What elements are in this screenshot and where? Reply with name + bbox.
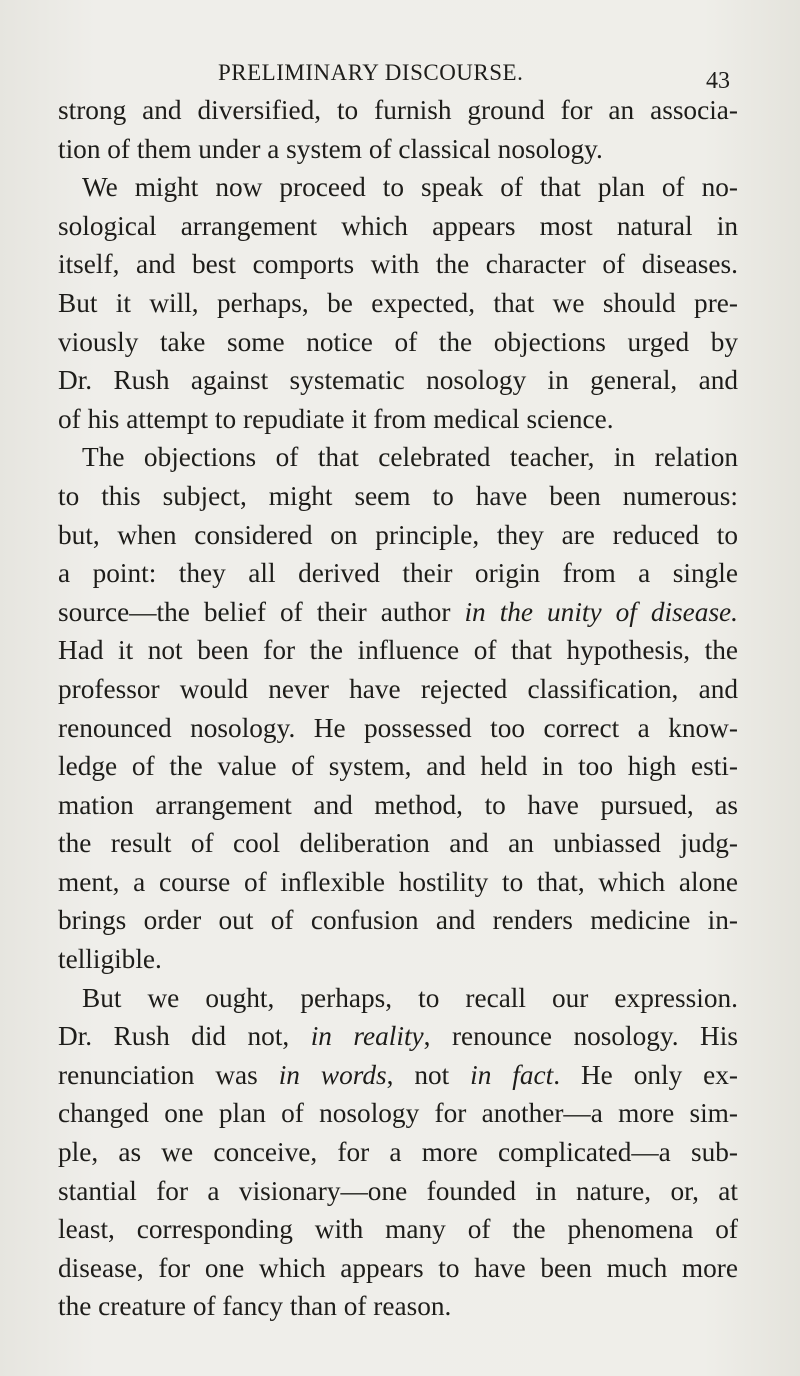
text-run: ple, as we conceive, for a more complicated—a sub-: [58, 1137, 738, 1168]
text-line: [58, 207, 738, 246]
text-run: ledge of the value of system, and held in too high esti-: [58, 751, 738, 782]
text-run: sological arrangement which appears most natural in: [58, 210, 738, 241]
text-line: [58, 400, 738, 439]
text-line: [58, 1249, 738, 1288]
text-run: telligible.: [58, 944, 162, 975]
text-run: of his attempt to repudiate it from medical science.: [58, 403, 614, 434]
text-line: [58, 786, 738, 825]
text-line: [58, 1210, 738, 1249]
text-run: ment, a course of inflexible hostility to that, which alone: [58, 866, 738, 897]
text-line: [58, 1056, 738, 1095]
text-line: [58, 1094, 738, 1133]
text-run: the creature of fancy than of reason.: [58, 1291, 452, 1322]
text-line: [58, 1287, 738, 1326]
text-run: mation arrangement and method, to have pursued, as: [58, 789, 738, 820]
text-run: least, corresponding with many of the phenomena of: [58, 1214, 738, 1245]
italic-phrase: in reality: [310, 1021, 424, 1052]
text-line: [58, 516, 738, 555]
text-run: Dr. Rush against systematic nosology in general, and: [58, 365, 738, 396]
text-line: [58, 901, 738, 940]
text-run: Had it not been for the influence of that hypothesis, the: [58, 635, 738, 666]
text-line: [58, 284, 738, 323]
text-line: [58, 554, 738, 593]
text-run: We might now proceed to speak of that plan of no-: [82, 172, 738, 203]
text-line: [58, 709, 738, 748]
page-number: 43: [706, 68, 730, 94]
text-line: [58, 438, 738, 477]
text-run: the result of cool deliberation and an unbiassed judg-: [58, 828, 738, 859]
text-run: Dr. Rush did not,: [58, 1021, 311, 1052]
text-line: [58, 245, 738, 284]
text-line: [58, 747, 738, 786]
text-line: [58, 130, 738, 169]
text-line: [58, 631, 738, 670]
text-line: [58, 1172, 738, 1211]
body-text: [58, 91, 738, 1326]
text-line: [58, 979, 738, 1018]
text-line: [58, 824, 738, 863]
text-run: to this subject, might seem to have been numerous:: [58, 480, 738, 511]
text-line: [58, 477, 738, 516]
text-line: [58, 168, 738, 207]
text-run: But we ought, perhaps, to recall our expression.: [82, 982, 738, 1013]
text-run: stantial for a visionary—one founded in nature, or, at: [58, 1175, 738, 1206]
text-run: source—the belief of their author: [58, 596, 465, 627]
running-title: PRELIMINARY DISCOURSE.: [218, 60, 524, 85]
text-run: but, when considered on principle, they are reduced to: [58, 519, 738, 550]
text-run: brings order out of confusion and renders medicine in-: [58, 905, 738, 936]
text-run: changed one plan of nosology for another—a more sim-: [58, 1098, 738, 1129]
text-run: , not: [386, 1059, 471, 1090]
text-line: [58, 91, 738, 130]
text-run: But it will, perhaps, be expected, that we should pre-: [58, 287, 738, 318]
text-run: a point: they all derived their origin from a single: [58, 558, 738, 589]
text-line: [58, 323, 738, 362]
text-line: [58, 940, 738, 979]
text-line: [58, 863, 738, 902]
text-run: strong and diversified, to furnish ground for an associa-: [58, 95, 738, 125]
text-run: tion of them under a system of classical nosology.: [58, 133, 603, 164]
text-run: professor would never have rejected classification, and: [58, 673, 738, 704]
text-run: renunciation was: [58, 1059, 279, 1090]
text-run: , renounce nosology. His: [423, 1021, 738, 1052]
text-line: [58, 593, 738, 632]
italic-phrase: in words: [278, 1059, 387, 1090]
text-run: itself, and best comports with the character of diseases.: [58, 249, 738, 280]
running-head: [58, 52, 738, 92]
text-line: [58, 670, 738, 709]
italic-phrase: in the unity of disease.: [464, 596, 739, 627]
italic-phrase: in fact: [470, 1059, 554, 1090]
text-run: The objections of that celebrated teacher, in relation: [82, 442, 738, 473]
text-run: . He only ex-: [553, 1059, 738, 1090]
text-line: [58, 361, 738, 400]
text-run: viously take some notice of the objections urged by: [58, 326, 738, 357]
text-line: [58, 1133, 738, 1172]
text-run: renounced nosology. He possessed too correct a know-: [58, 712, 738, 743]
text-run: disease, for one which appears to have been much more: [58, 1252, 738, 1283]
text-line: [58, 1017, 738, 1056]
